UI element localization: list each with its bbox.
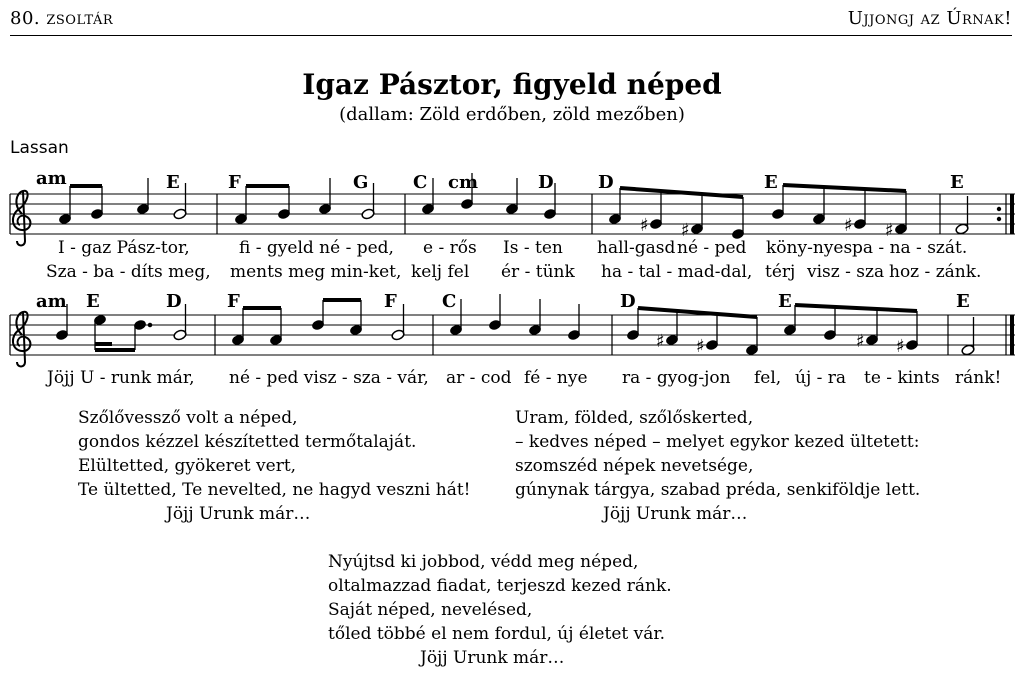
svg-text:♯: ♯ bbox=[640, 215, 649, 236]
lyric-syllable: térj bbox=[765, 262, 796, 282]
chord-symbol: F bbox=[227, 291, 240, 312]
verse-line: gondos kézzel készítetted termőtalaját. bbox=[78, 432, 417, 452]
chord-symbol: E bbox=[86, 291, 100, 312]
verse-4 bbox=[328, 550, 672, 670]
verse-refrain: Jöjj Urunk már… bbox=[603, 504, 748, 524]
lyric-syllable: ér - tünk bbox=[501, 262, 575, 282]
verse-line: Szőlővessző volt a néped, bbox=[78, 408, 298, 428]
verse-refrain: Jöjj Urunk már… bbox=[420, 648, 565, 668]
chord-symbol: cm bbox=[448, 172, 479, 193]
svg-text:♯: ♯ bbox=[696, 336, 705, 357]
staff-1 bbox=[10, 194, 1015, 234]
chord-symbol: C bbox=[442, 291, 457, 312]
chord-symbol: D bbox=[620, 291, 636, 312]
verse-line: Nyújtsd ki jobbod, védd meg néped, bbox=[328, 552, 639, 572]
treble-clef-icon bbox=[13, 312, 31, 367]
lyric-syllable: e - rős bbox=[423, 238, 477, 258]
chord-symbol: G bbox=[353, 172, 369, 193]
chord-symbol: am bbox=[36, 168, 67, 189]
lyric-syllable: pa - na - szát. bbox=[852, 238, 968, 258]
notes-1 bbox=[58, 173, 969, 240]
svg-text:♯: ♯ bbox=[896, 336, 905, 357]
lyric-syllable: kelj fel bbox=[411, 262, 470, 282]
lyric-syllable: új - ra bbox=[795, 368, 847, 388]
lyric-syllable: I - gaz Pász‑tor, bbox=[58, 238, 190, 258]
svg-text:♯: ♯ bbox=[885, 220, 894, 241]
lyric-syllable: ránk! bbox=[955, 368, 1002, 388]
lyric-syllable: hoz - zánk. bbox=[889, 262, 982, 282]
chord-symbol: D bbox=[598, 172, 614, 193]
lyric-syllable: Jöjj U - runk már, bbox=[47, 368, 195, 388]
svg-text:♯: ♯ bbox=[844, 215, 853, 236]
lyric-syllable: fi - gyeld né - ped, bbox=[239, 238, 394, 258]
repeat-dot bbox=[997, 207, 1001, 211]
chord-symbol: am bbox=[36, 291, 67, 312]
verse-line: Saját néped, nevelésed, bbox=[328, 600, 533, 620]
verse-line: Elültetted, gyökeret vert, bbox=[78, 456, 297, 476]
chord-symbol: D bbox=[166, 291, 182, 312]
tempo-marking: Lassan bbox=[10, 138, 69, 158]
lyric-syllable: fel, bbox=[754, 368, 782, 388]
lyric-syllable: ar - cod bbox=[446, 368, 512, 388]
verse-line: tőled többé el nem fordul, új életet vár. bbox=[328, 624, 666, 644]
verse-2 bbox=[78, 406, 471, 526]
treble-clef-icon bbox=[13, 191, 31, 246]
verse-line: – kedves néped – melyet egykor kezed ültetett: bbox=[515, 432, 920, 452]
lyric-syllable: ments meg min‑ket, bbox=[230, 262, 402, 282]
svg-text:♯: ♯ bbox=[681, 220, 690, 241]
verse-line: gúnynak tárgya, szabad préda, senkiföldje lett. bbox=[515, 480, 921, 500]
chord-symbol: C bbox=[413, 172, 428, 193]
chord-symbol: E bbox=[764, 172, 778, 193]
chord-symbol: E bbox=[950, 172, 964, 193]
chord-symbol: E bbox=[778, 291, 792, 312]
lyric-syllable: visz - sza bbox=[807, 262, 885, 282]
lyric-syllable: köny‑nyes bbox=[766, 238, 853, 258]
verse-line: Te ültetted, Te nevelted, ne hagyd veszni hát! bbox=[78, 480, 471, 500]
chord-symbol: F bbox=[384, 291, 397, 312]
chord-symbol: D bbox=[538, 172, 554, 193]
verse-3 bbox=[515, 406, 920, 526]
lyric-syllable: Sza - ba - díts meg, bbox=[46, 262, 211, 282]
svg-text:♯: ♯ bbox=[656, 331, 665, 352]
verse-refrain: Jöjj Urunk már… bbox=[166, 504, 311, 524]
song-subtitle: (dallam: Zöld erdőben, zöld mezőben) bbox=[339, 104, 685, 125]
lyric-syllable: fé - nye bbox=[524, 368, 588, 388]
repeat-dot bbox=[997, 217, 1001, 221]
lyric-syllable: ra - gyog‑jon bbox=[622, 368, 731, 388]
verse-line: oltalmazzad fiadat, terjeszd kezed ránk. bbox=[328, 576, 672, 596]
svg-text:♯: ♯ bbox=[856, 331, 865, 352]
verse-line: szomszéd népek nevetsége, bbox=[515, 456, 754, 476]
header-book-title: Ujjongj az Úrnak! bbox=[847, 8, 1012, 29]
chord-symbol: E bbox=[166, 172, 180, 193]
chord-symbol: F bbox=[228, 172, 241, 193]
lyric-syllable: né - ped visz - sza - vár, bbox=[229, 368, 429, 388]
song-title: Igaz Pásztor, figyeld néped bbox=[302, 68, 722, 101]
lyric-syllable: Is - ten bbox=[503, 238, 563, 258]
lyric-syllable: te - kints bbox=[864, 368, 940, 388]
lyric-syllable: né - ped bbox=[677, 238, 747, 258]
header-psalm-number: 80. zsoltár bbox=[10, 8, 114, 29]
lyric-syllable: hall‑gasd bbox=[597, 238, 676, 258]
lyric-syllable: ha - tal - mad‑dal, bbox=[601, 262, 753, 282]
verse-line: Uram, földed, szőlőskerted, bbox=[515, 408, 754, 428]
chord-symbol: E bbox=[956, 291, 970, 312]
